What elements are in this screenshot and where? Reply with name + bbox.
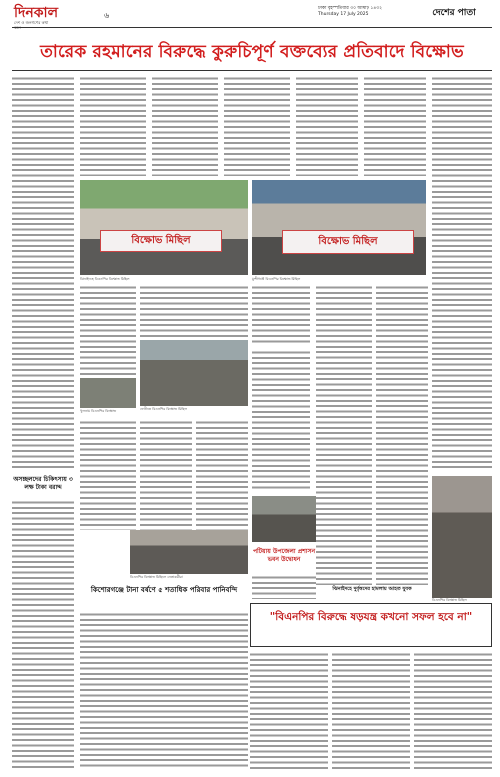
header-rule xyxy=(12,27,492,28)
main-headline: তারেক রহমানের বিরুদ্ধে কুরুচিপূর্ণ বক্তব্যের প্রতিবাদে বিক্ষোভ xyxy=(40,42,464,62)
section-title: দেশের পাতা xyxy=(432,8,476,18)
text-column-19 xyxy=(414,652,492,770)
photo-5-caption: বিএনপির বিক্ষোভ মিছিলে নেতাকর্মীরা xyxy=(130,575,183,579)
story-1-title: অসচ্ছলদের চিকিৎসায় ৩ লক্ষ টাকা বরাদ্দ xyxy=(13,476,73,491)
date-bangla: ঢাকা বৃহস্পতিবার ৩০ আষাঢ় ১৪৩২ xyxy=(318,6,383,11)
text-column-16 xyxy=(252,350,310,490)
text-column-11 xyxy=(316,285,372,585)
photo-6-caption: বিএনপির বিক্ষোভ মিছিল xyxy=(432,598,467,602)
story-4-title: ঝিনাইদহে দুর্বৃত্তদের হামলায় আহত যুবক xyxy=(332,586,412,592)
text-column-10 xyxy=(252,285,310,345)
text-column-6 xyxy=(364,76,426,176)
photo-protest-5 xyxy=(130,530,248,574)
page-number: ৬ xyxy=(104,11,110,20)
masthead-logo xyxy=(14,5,59,26)
photo-protest-2 xyxy=(252,180,426,275)
photo-protest-3 xyxy=(140,340,248,406)
text-column-13 xyxy=(80,420,136,530)
text-column-12 xyxy=(376,285,428,585)
story-1-body xyxy=(12,500,74,770)
photo-ceremony xyxy=(252,496,316,542)
text-column-15 xyxy=(196,420,248,530)
story-2-body xyxy=(80,612,248,770)
quote-headline: "বিএনপির বিরুদ্ধে ষড়যন্ত্র কখনো সফল হবে না" xyxy=(250,603,492,647)
headline-rule xyxy=(12,70,492,71)
photo-1-banner: বিক্ষোভ মিছিল xyxy=(100,230,222,252)
photo-4-caption: খুলনায় বিএনপির বিক্ষোভ xyxy=(80,409,117,413)
photo-2-caption: মুন্সীগঞ্জে বিএনপির বিক্ষোভ মিছিল xyxy=(252,277,301,281)
story-3-title: পটিয়ায় উপজেলা প্রশাসন ভবন উদ্বোধন xyxy=(252,548,316,563)
text-column-5 xyxy=(296,76,358,176)
text-column-2 xyxy=(80,76,146,176)
logo-tagline: দেশ ও জনগণের কথা xyxy=(14,20,49,25)
story-3-body xyxy=(252,575,316,599)
text-column-17 xyxy=(250,652,328,770)
photo-protest-6 xyxy=(432,476,492,598)
text-column-18 xyxy=(332,652,410,770)
text-column-1 xyxy=(12,76,74,471)
story-2-title: কিশোরগঞ্জে টানা বর্ষণে ৫ শতাধিক পরিবার পানিবন্দি xyxy=(90,586,238,594)
photo-3-caption: ফেনীতে বিএনপির বিক্ষোভ মিছিল xyxy=(140,407,187,411)
text-column-9 xyxy=(140,285,248,337)
dateline xyxy=(318,6,404,18)
photo-1-caption: ঝিনাইদহে বিএনপির বিক্ষোভ মিছিল xyxy=(80,277,130,281)
text-column-8 xyxy=(80,285,136,375)
photo-protest-4 xyxy=(80,378,136,408)
text-column-3 xyxy=(152,76,218,176)
text-column-14 xyxy=(140,420,192,530)
logo-text: দিনকাল xyxy=(14,5,59,21)
photo-2-banner: বিক্ষোভ মিছিল xyxy=(282,230,414,254)
text-column-7 xyxy=(432,76,492,471)
date-english: Thursday 17 July 2025 xyxy=(318,12,369,17)
photo-protest-1 xyxy=(80,180,248,275)
text-column-4 xyxy=(224,76,290,176)
